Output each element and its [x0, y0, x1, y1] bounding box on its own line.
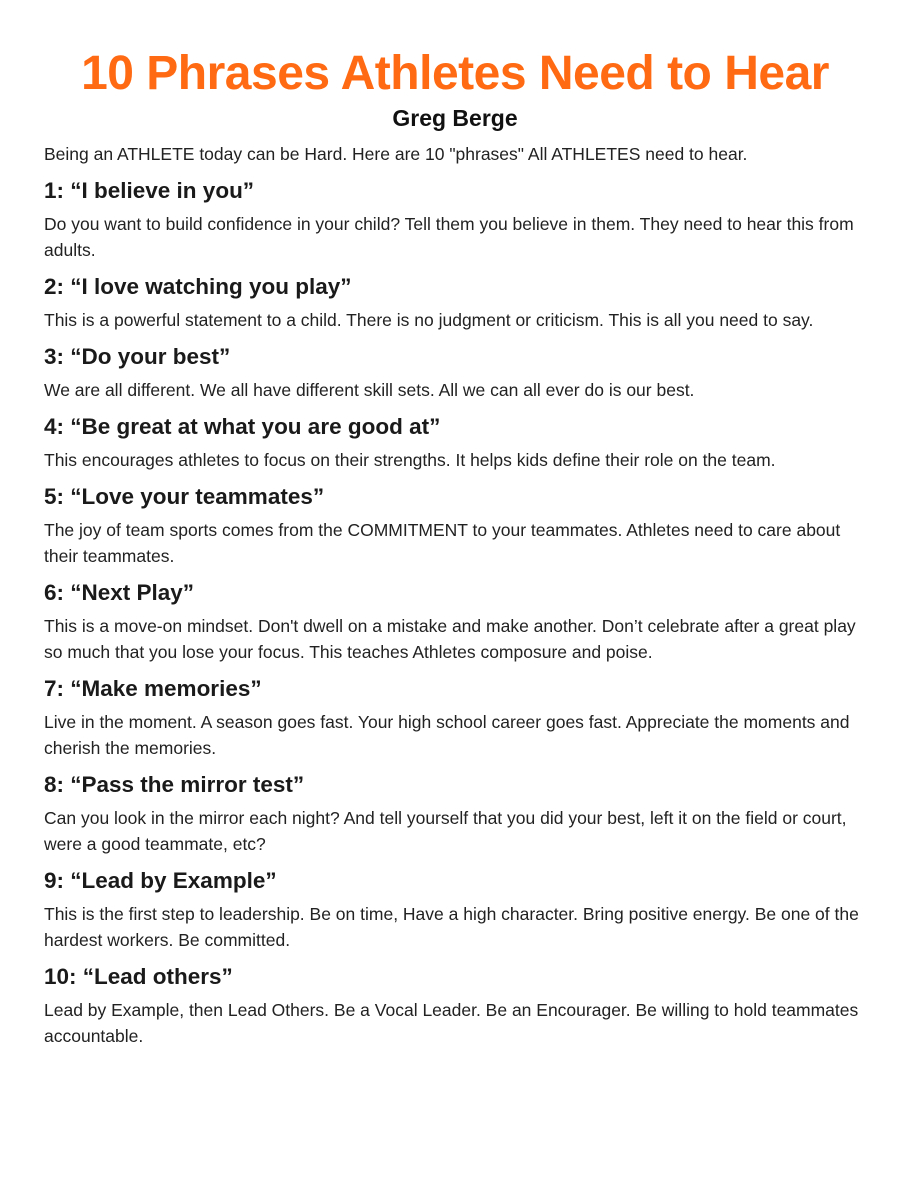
- phrase-heading: 1: “I believe in you”: [44, 178, 255, 203]
- phrase-body: The joy of team sports comes from the COMMITMENT to your teammates. Athletes need to care about their teammates.: [44, 520, 841, 566]
- document-title: 10 Phrases Athletes Need to Hear: [81, 47, 829, 100]
- phrase-item-8: [44, 769, 866, 857]
- phrase-item-6: [44, 577, 866, 665]
- phrase-heading: 10: “Lead others”: [44, 964, 233, 989]
- phrase-item-10: [44, 961, 866, 1049]
- phrase-item-9: [44, 865, 866, 953]
- phrase-body: Can you look in the mirror each night? And tell yourself that you did your best, left it on the field or court, were a good teammate, etc?: [44, 808, 847, 854]
- phrase-body: Live in the moment. A season goes fast. Your high school career goes fast. Appreciate the moments and cherish the memories.: [44, 712, 850, 758]
- phrase-body: This is a move-on mindset. Don't dwell on a mistake and make another. Don’t celebrate after a great play so much that you lose your focus. This teaches Athletes composure and poise.: [44, 616, 856, 662]
- phrase-heading: 8: “Pass the mirror test”: [44, 772, 305, 797]
- phrase-heading: 5: “Love your teammates”: [44, 484, 325, 509]
- phrase-heading: 3: “Do your best”: [44, 344, 231, 369]
- phrase-body: This encourages athletes to focus on their strengths. It helps kids define their role on the team.: [44, 450, 776, 470]
- phrase-item-3: [44, 341, 866, 403]
- phrase-body: This is the first step to leadership. Be on time, Have a high character. Bring positive energy. Be one of the hardest workers. Be committed.: [44, 904, 859, 950]
- phrase-body: This is a powerful statement to a child. There is no judgment or criticism. This is all you need to say.: [44, 310, 814, 330]
- phrase-item-7: [44, 673, 866, 761]
- phrase-body: Do you want to build confidence in your child? Tell them you believe in them. They need to hear this from adults.: [44, 214, 854, 260]
- phrase-heading: 2: “I love watching you play”: [44, 274, 352, 299]
- phrase-heading: 6: “Next Play”: [44, 580, 195, 605]
- phrase-item-4: [44, 411, 866, 473]
- phrase-body: We are all different. We all have different skill sets. All we can all ever do is our best.: [44, 380, 695, 400]
- phrase-heading: 9: “Lead by Example”: [44, 868, 277, 893]
- phrase-heading: 7: “Make memories”: [44, 676, 262, 701]
- phrase-body: Lead by Example, then Lead Others. Be a Vocal Leader. Be an Encourager. Be willing to hold teammates accountable.: [44, 1000, 859, 1046]
- phrase-item-1: [44, 175, 866, 263]
- phrase-item-2: [44, 271, 866, 333]
- phrase-heading: 4: “Be great at what you are good at”: [44, 414, 441, 439]
- phrase-item-5: [44, 481, 866, 569]
- document-author: Greg Berge: [392, 105, 518, 131]
- document-intro: Being an ATHLETE today can be Hard. Here are 10 "phrases" All ATHLETES need to hear.: [44, 144, 748, 164]
